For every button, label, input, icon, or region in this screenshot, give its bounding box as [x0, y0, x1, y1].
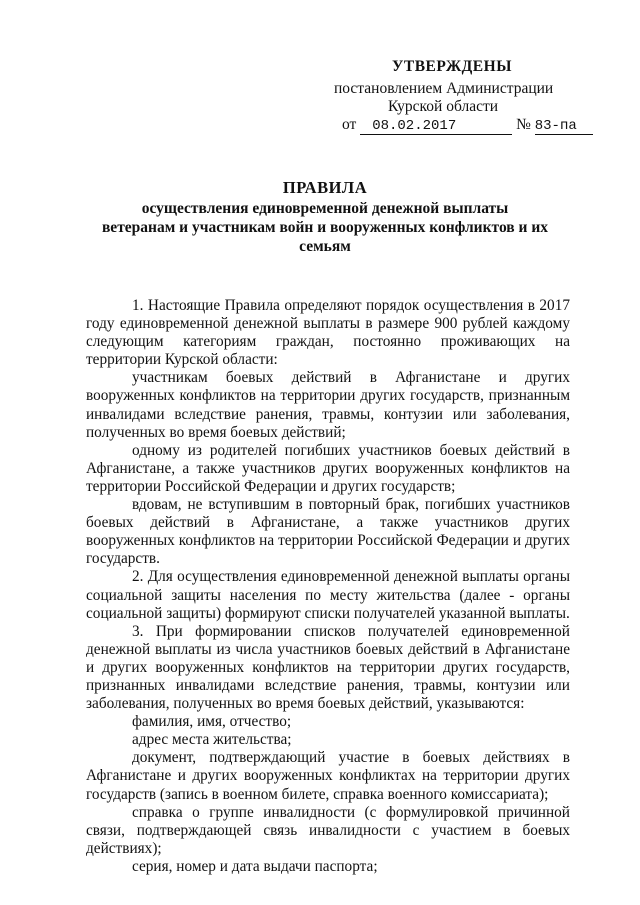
- paragraph: адрес места жительства;: [132, 731, 292, 749]
- approval-number: 83-па: [535, 118, 593, 135]
- document-subtitle-line-3: семьям: [299, 238, 351, 255]
- document-title: ПРАВИЛА: [282, 178, 368, 197]
- approval-region-line: Курской области: [388, 98, 499, 115]
- paragraph: участникам боевых действий в Афганистане и других вооруженных конфликтов на территории других государств, признанным инвалидами вследствие ранения, травмы, контузии или заболевания, полученных во время боевых действий;: [86, 369, 570, 441]
- paragraph: одному из родителей погибших участников боевых действий в Афганистане, а также участников других вооруженных конфликтов на территории Российской Федерации и других государств;: [86, 441, 570, 495]
- approval-date: 08.02.2017: [360, 118, 512, 135]
- document-subtitle-line-2: ветеранам и участникам войн и вооруженных конфликтов и их: [101, 219, 549, 236]
- paragraph: 3. При формировании списков получателей единовременной денежной выплаты из числа участников боевых действий в Афганистане и других вооруженных конфликтов на территории других государств, признанных инвалидами вследствие ранения, травмы, контузии или заболевания, полученных во время боевых действий, указываются:: [86, 622, 570, 713]
- paragraph: 1. Настоящие Правила определяют порядок осуществления в 2017 году единовременной денежной выплаты в размере 900 рублей каждому следующим категориям граждан, постоянно проживающих на территории Курской области:: [86, 297, 570, 369]
- paragraph: 2. Для осуществления единовременной денежной выплаты органы социальной защиты населения по месту жительства (далее - органы социальной защиты) формируют списки получателей указанной выплаты.: [86, 568, 570, 622]
- paragraph: вдовам, не вступившим в повторный брак, погибших участников боевых действий в Афганистане, а также участников других вооруженных конфликтов на территории Российской Федерации и других государств.: [86, 496, 570, 568]
- approval-number-label: №: [516, 116, 531, 133]
- paragraph: фамилия, имя, отчество;: [132, 713, 292, 731]
- approval-date-number-line: [342, 116, 593, 135]
- approval-issuer-line: постановлением Администрации: [334, 80, 554, 97]
- paragraph: серия, номер и дата выдачи паспорта;: [132, 857, 378, 875]
- paragraph: документ, подтверждающий участие в боевых действиях в Афганистане и других вооруженных конфликтах на территории других государств (запись в военном билете, справка военного комиссариата);: [86, 749, 570, 803]
- document-subtitle-line-1: осуществления единовременной денежной выплаты: [141, 200, 509, 217]
- approval-from-label: от: [342, 116, 357, 133]
- approval-title: УТВЕРЖДЕНЫ: [392, 58, 512, 75]
- document-heading: [90, 177, 560, 256]
- document-body: [86, 297, 570, 876]
- paragraph: справка о группе инвалидности (с формулировкой причинной связи, подтверждающей связь инвалидности с участием в боевых действиях);: [86, 803, 570, 857]
